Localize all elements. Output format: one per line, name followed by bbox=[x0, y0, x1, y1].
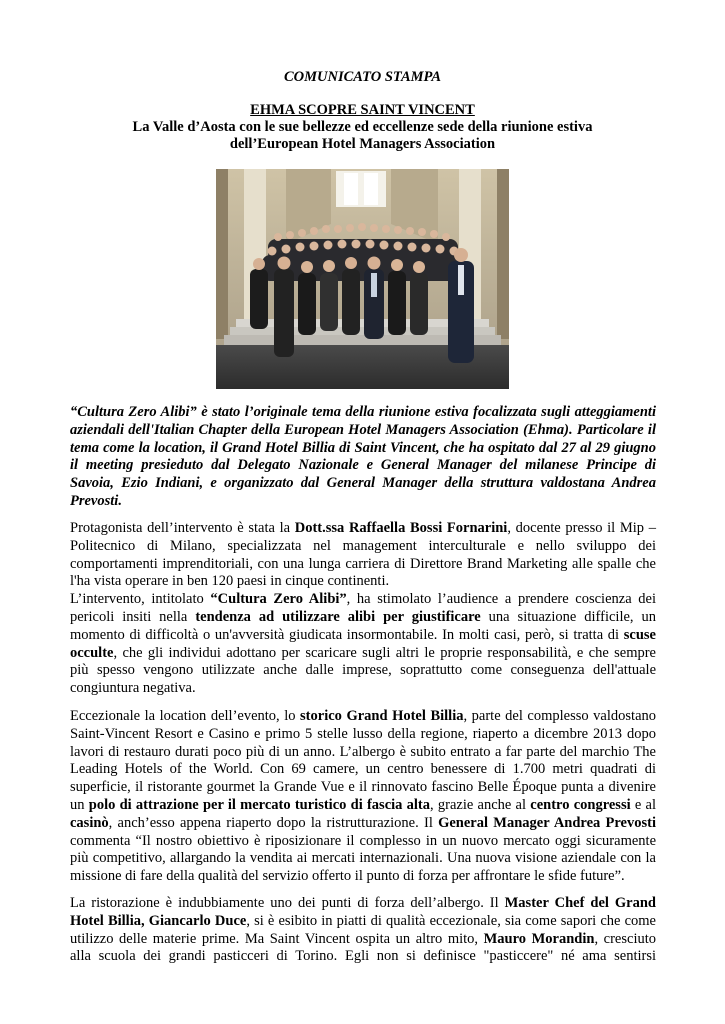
text-line: Protagonista dell’intervento è stata la Dott.ssa Raffaella Bossi Fornarini, docente presso il Mip – bbox=[70, 520, 656, 536]
text-line: Hotel Billia, Giancarlo Duce, si è esibito in piatti di qualità eccezionale, sia come sapori che come bbox=[70, 912, 656, 929]
text-line: Saint-Vincent Resort e Casino e primo 5 stelle lusso della regione, riaperto a dicembre 2013 dopo bbox=[70, 725, 656, 742]
group-photo-illustration bbox=[216, 169, 509, 389]
text-line: Leading Hotels of the World. Con 69 camere, un centro benessere di 1.700 metri quadrati di bbox=[70, 761, 656, 778]
text-line: l'ha vista operare in ben 120 paesi in cinque continenti. bbox=[70, 573, 390, 590]
text-line: occulte, che gli individui adottano per scaricare sugli altri le proprie responsabilità, e che sempre bbox=[70, 644, 656, 661]
subtitle-line: dell’European Hotel Managers Association bbox=[229, 136, 496, 152]
emphasis-text: Hotel Billia, Giancarlo Duce bbox=[70, 912, 247, 929]
text-line: casinò, anch’esso appena riaperto dopo la ristrutturazione. Il General Manager Andrea Prevosti bbox=[70, 814, 656, 831]
speaker-name: Dott.ssa Raffaella Bossi Fornarini bbox=[294, 520, 508, 536]
emphasis-text: casinò bbox=[70, 814, 109, 831]
emphasis-text: centro congressi bbox=[530, 796, 631, 813]
emphasis-text: Mauro Morandin bbox=[483, 930, 595, 947]
lead-line: il meeting presieduto dal Delegato Nazionale e General Manager del milanese Principe di bbox=[70, 457, 656, 474]
body-paragraph-restaurant bbox=[70, 895, 656, 966]
text-line: alla scuola dei grandi pasticceri di Torino. Egli non si definisce "pasticcere" né ama sentirsi bbox=[70, 948, 656, 965]
document-kicker: COMUNICATO STAMPA bbox=[284, 69, 441, 85]
text-line: comportamenti imprenditoriali, con una lunga carriera di Direttore Brand Marketing alle spalle che bbox=[70, 555, 656, 572]
text-line: più spesso vengono utilizzate anche dalle imprese, soprattutto come conseguenza dell'attuale bbox=[70, 662, 656, 679]
document-subtitle bbox=[70, 119, 655, 153]
lead-line: Prevosti. bbox=[70, 492, 122, 509]
text-line: commenta “Il nostro obiettivo è riposizionare il complesso in un nuovo mercato oggi sicuramente bbox=[70, 832, 656, 849]
document-title: EHMA SCOPRE SAINT VINCENT bbox=[250, 102, 475, 118]
body-paragraph-location bbox=[70, 708, 656, 886]
emphasis-text: polo di attrazione per il mercato turistico di fascia alta bbox=[88, 796, 430, 813]
group-photo bbox=[216, 169, 509, 389]
body-paragraph-speaker bbox=[70, 520, 656, 698]
emphasis-text: tendenza ad utilizzare alibi per giustificare bbox=[195, 608, 481, 625]
lead-line: Savoia, Ezio Indiani, e organizzato dal General Manager della struttura valdostana Andrea bbox=[70, 475, 656, 492]
text-line: congiuntura negativa. bbox=[70, 680, 196, 697]
lead-line: tema come la location, il Grand Hotel Billia di Saint Vincent, che ha ospitato dal 27 al 29 giugno bbox=[70, 439, 656, 456]
text-line: momento di difficoltà o un'avversità giudicata insormontabile. In molti casi, però, si tratta di scuse bbox=[70, 626, 656, 643]
talk-title: “Cultura Zero Alibi” bbox=[210, 591, 347, 608]
text-line: pericoli insiti nella tendenza ad utilizzare alibi per giustificare una situazione difficile, un bbox=[70, 608, 656, 625]
text-line: L’intervento, intitolato “Cultura Zero Alibi”, ha stimolato l’audience a prendere coscienza dei bbox=[70, 591, 656, 608]
text-line: La ristorazione è indubbiamente uno dei punti di forza dell’albergo. Il Master Chef del Grand bbox=[70, 895, 656, 911]
emphasis-text: occulte bbox=[70, 644, 114, 661]
text-line: un polo di attrazione per il mercato turistico di fascia alta, grazie anche al centro congressi e al bbox=[70, 796, 657, 813]
lead-line: “Cultura Zero Alibi” è stato l’originale tema della riunione estiva focalizzata sugli atteggiamenti bbox=[70, 404, 656, 420]
emphasis-text: General Manager Andrea Prevosti bbox=[438, 814, 656, 831]
text-line: lavori di restauro durati poco più di un anno. L’albergo è subito entrato a far parte del marchio The bbox=[70, 743, 656, 760]
lead-line: aziendali dell'Italian Chapter della European Hotel Managers Association (Ehma). Particolare il bbox=[70, 421, 656, 438]
text-line: Politecnico di Milano, specializzata nel management interculturale e nello sviluppo dei bbox=[70, 537, 656, 554]
emphasis-text: Master Chef del Grand bbox=[504, 895, 656, 911]
text-line: superficie, il ristorante gourmet la Grande Vue e il rinnovato fascino Belle Époque punta a divenire bbox=[70, 779, 656, 796]
text-line: missione di fare della qualità del servizio offerto il punto di forza per affrontare le sfide future”. bbox=[70, 868, 625, 885]
emphasis-text: storico Grand Hotel Billia bbox=[300, 708, 464, 724]
subtitle-line: La Valle d’Aosta con le sue bellezze ed eccellenze sede della riunione estiva bbox=[132, 119, 593, 135]
text-line: più competitivo, allargando la vendita ai mercati internazionali. Una nuova visione aziendale con la bbox=[70, 850, 656, 867]
text-line: utilizzo delle materie prime. Ma Saint Vincent ospita un altro mito, Mauro Morandin, cresciuto bbox=[70, 930, 656, 947]
text-line: Eccezionale la location dell’evento, lo storico Grand Hotel Billia, parte del complesso valdostano bbox=[70, 708, 656, 724]
emphasis-text: scuse bbox=[623, 626, 656, 643]
lead-paragraph bbox=[70, 404, 656, 511]
